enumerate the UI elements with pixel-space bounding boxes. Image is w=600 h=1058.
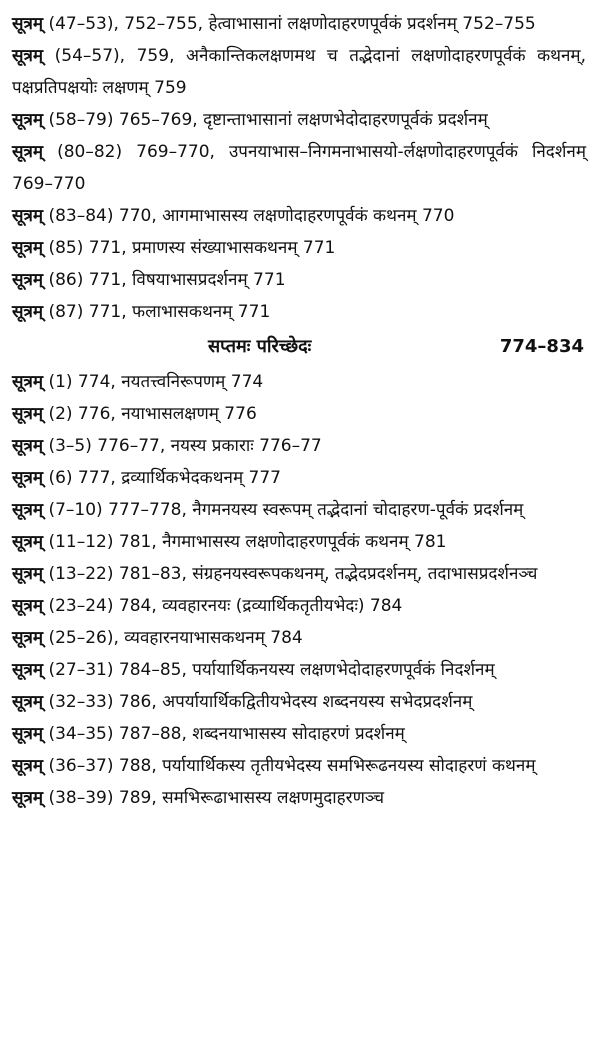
sutra-label: सूत्रम् xyxy=(12,532,44,552)
index-entry xyxy=(12,40,586,104)
sutra-label: सूत्रम् xyxy=(12,628,44,648)
index-entry xyxy=(12,8,586,40)
entry-text: (11–12) 781, नैगमाभासस्य लक्षणोदाहरणपूर्वकं कथनम् 781 xyxy=(43,532,447,552)
sutra-label: सूत्रम् xyxy=(12,372,44,392)
section-heading xyxy=(12,330,586,364)
entry-text: (80–82) 769–770, उपनयाभास–निगमनाभासयो-र्लक्षणोदाहरणपूर्वकं निदर्शनम् 769–770 xyxy=(12,142,586,194)
sutra-label: सूत्रम् xyxy=(12,724,44,744)
entry-text: (6) 777, द्रव्यार्थिकभेदकथनम् 777 xyxy=(43,468,281,488)
entry-text: (86) 771, विषयाभासप्रदर्शनम् 771 xyxy=(43,270,286,290)
section-pages: 774–834 xyxy=(499,336,584,357)
index-entry xyxy=(12,366,586,398)
entry-text: (7–10) 777–778, नैगमनयस्य स्वरूपम् तद्भेदानां चोदाहरण-पूर्वकं प्रदर्शनम् xyxy=(43,500,524,520)
entry-text: (32–33) 786, अपर्यायार्थिकद्वितीयभेदस्य शब्दनयस्य सभेदप्रदर्शनम् xyxy=(43,692,473,712)
index-entry xyxy=(12,686,586,718)
index-entry xyxy=(12,462,586,494)
index-entry xyxy=(12,718,586,750)
entry-text: (83–84) 770, आगमाभासस्य लक्षणोदाहरणपूर्वकं कथनम् 770 xyxy=(43,206,455,226)
sutra-label: सूत्रम् xyxy=(12,238,44,258)
index-entry xyxy=(12,104,586,136)
index-entry xyxy=(12,750,586,782)
sutra-label: सूत्रम् xyxy=(12,788,44,808)
index-entry xyxy=(12,782,586,814)
sutra-label: सूत्रम् xyxy=(12,46,44,66)
index-entry xyxy=(12,590,586,622)
index-entry xyxy=(12,494,586,526)
index-entry xyxy=(12,654,586,686)
entry-text: (1) 774, नयतत्त्वनिरूपणम् 774 xyxy=(43,372,264,392)
sutra-label: सूत्रम् xyxy=(12,110,44,130)
index-entry xyxy=(12,430,586,462)
entry-text: (38–39) 789, समभिरूढाभासस्य लक्षणमुदाहरणञ्च xyxy=(43,788,385,808)
index-entry xyxy=(12,264,586,296)
sutra-label: सूत्रम् xyxy=(12,436,44,456)
entry-text: (87) 771, फलाभासकथनम् 771 xyxy=(43,302,271,322)
entry-text: (47–53), 752–755, हेत्वाभासानां लक्षणोदाहरणपूर्वकं प्रदर्शनम् 752–755 xyxy=(43,14,536,34)
sutra-label: सूत्रम् xyxy=(12,142,44,162)
index-entry xyxy=(12,136,586,200)
index-entry xyxy=(12,200,586,232)
entry-text: (2) 776, नयाभासलक्षणम् 776 xyxy=(43,404,257,424)
entry-text: (34–35) 787–88, शब्दनयाभासस्य सोदाहरणं प्रदर्शनम् xyxy=(43,724,405,744)
index-entry xyxy=(12,232,586,264)
sutra-label: सूत्रम् xyxy=(12,756,44,776)
sutra-label: सूत्रम् xyxy=(12,596,44,616)
index-entry xyxy=(12,296,586,328)
entry-text: (58–79) 765–769, दृष्टान्ताभासानां लक्षणभेदोदाहरणपूर्वकं प्रदर्शनम् xyxy=(43,110,488,130)
sutra-label: सूत्रम् xyxy=(12,302,44,322)
index-entry xyxy=(12,622,586,654)
index-entry xyxy=(12,398,586,430)
entry-text: (85) 771, प्रमाणस्य संख्याभासकथनम् 771 xyxy=(43,238,336,258)
section-title: सप्तमः परिच्छेदः xyxy=(208,336,312,357)
entry-text: (54–57), 759, अनैकान्तिकलक्षणमथ च तद्भेदानां लक्षणोदाहरणपूर्वकं कथनम्, पक्षप्रतिपक्षयोः लक्षणम् 759 xyxy=(12,46,586,98)
sutra-label: सूत्रम् xyxy=(12,660,44,680)
index-entry xyxy=(12,558,586,590)
sutra-label: सूत्रम् xyxy=(12,270,44,290)
index-entry xyxy=(12,526,586,558)
sutra-label: सूत्रम् xyxy=(12,206,44,226)
entry-text: (13–22) 781–83, संग्रहनयस्वरूपकथनम्, तद्भेदप्रदर्शनम्, तदाभासप्रदर्शनञ्च xyxy=(43,564,538,584)
entry-text: (27–31) 784–85, पर्यायार्थिकनयस्य लक्षणभेदोदाहरणपूर्वकं निदर्शनम् xyxy=(43,660,495,680)
sutra-label: सूत्रम् xyxy=(12,468,44,488)
entry-text: (23–24) 784, व्यवहारनयः (द्रव्यार्थिकतृतीयभेदः) 784 xyxy=(43,596,403,616)
entry-text: (25–26), व्यवहारनयाभासकथनम् 784 xyxy=(43,628,303,648)
sutra-label: सूत्रम् xyxy=(12,404,44,424)
sutra-label: सूत्रम् xyxy=(12,500,44,520)
sutra-label: सूत्रम् xyxy=(12,564,44,584)
sutra-label: सूत्रम् xyxy=(12,692,44,712)
entry-text: (36–37) 788, पर्यायार्थिकस्य तृतीयभेदस्य समभिरूढनयस्य सोदाहरणं कथनम् xyxy=(43,756,536,776)
sutra-label: सूत्रम् xyxy=(12,14,44,34)
entry-text: (3–5) 776–77, नयस्य प्रकाराः 776–77 xyxy=(43,436,322,456)
